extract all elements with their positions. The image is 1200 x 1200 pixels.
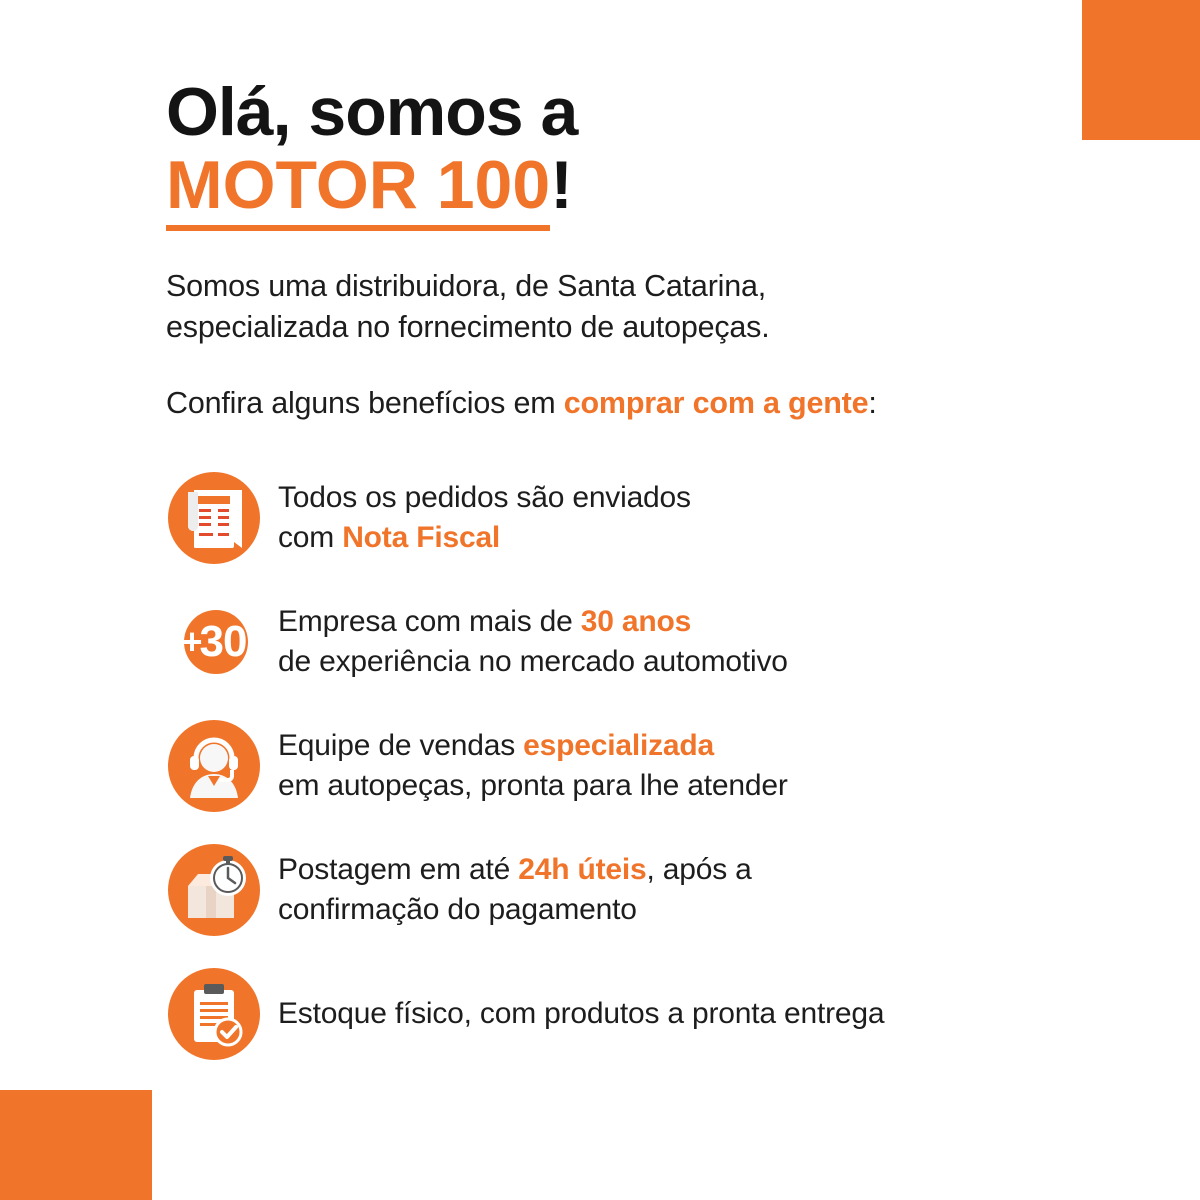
- page-title-line2: [166, 147, 1066, 223]
- decor-square-bottom-left: [0, 1090, 152, 1200]
- badge-plus: +: [181, 621, 202, 663]
- benefit-line-2-before: com: [278, 521, 343, 555]
- benefit-line-2: confirmação do pagamento: [278, 893, 637, 927]
- badge-number: 30: [199, 617, 247, 667]
- benefit-line-1-before: Empresa com mais de: [278, 604, 581, 638]
- benefits-intro-accent: comprar com a gente: [563, 386, 869, 421]
- benefits-intro-after: :: [868, 386, 877, 421]
- benefit-text: [278, 850, 752, 930]
- headset-agent-glyph: [166, 718, 262, 814]
- benefit-item: [166, 470, 1066, 566]
- benefit-text: [278, 478, 691, 558]
- benefit-line-1-accent: 24h úteis: [518, 852, 647, 886]
- brand-exclamation: !: [550, 147, 573, 224]
- benefit-line-1-before: Equipe de vendas: [278, 728, 524, 762]
- benefit-line-1: [278, 850, 752, 890]
- benefit-text: [278, 602, 788, 682]
- benefit-line-1-accent: 30 anos: [580, 604, 692, 638]
- benefit-text: [278, 994, 884, 1034]
- benefit-item: [166, 594, 1066, 690]
- intro-paragraph: [166, 266, 1066, 349]
- page-content: [166, 74, 1066, 1090]
- benefit-item: [166, 842, 1066, 938]
- benefit-line-1: [278, 726, 788, 766]
- benefit-line-1-before: Postagem em até: [278, 852, 519, 886]
- benefit-item: [166, 966, 1066, 1062]
- headset-agent-icon: [166, 718, 262, 814]
- receipt-icon-glyph: [166, 470, 262, 566]
- benefits-intro: [166, 384, 1066, 424]
- page-title-line1: Olá, somos a: [166, 74, 578, 150]
- benefit-line-1: Todos os pedidos são enviados: [278, 480, 691, 514]
- intro-line-1: Somos uma distribuidora, de Santa Catarina,: [166, 268, 767, 303]
- clipboard-check-glyph: [166, 966, 262, 1062]
- benefit-line-2: de experiência no mercado automotivo: [278, 645, 788, 679]
- receipt-icon: [166, 470, 262, 566]
- benefit-line-2: em autopeças, pronta para lhe atender: [278, 769, 788, 803]
- benefit-line-1: Estoque físico, com produtos a pronta entrega: [278, 997, 885, 1030]
- intro-line-2: especializada no fornecimento de autopeças.: [166, 309, 770, 344]
- plus-30-badge-icon: [166, 594, 262, 690]
- benefit-line-1: [278, 602, 788, 642]
- benefit-text: [278, 726, 788, 806]
- benefit-line-2: [278, 518, 691, 558]
- box-stopwatch-glyph: [166, 842, 262, 938]
- clipboard-check-icon: [166, 966, 262, 1062]
- benefit-line-2-accent: Nota Fiscal: [342, 521, 501, 555]
- decor-square-top-right: [1082, 0, 1200, 140]
- badge-30-label: [166, 594, 262, 690]
- benefit-item: [166, 718, 1066, 814]
- benefits-list: [166, 470, 1066, 1062]
- brand-name: MOTOR 100: [166, 147, 550, 231]
- benefit-line-1-after: , após a: [646, 852, 752, 886]
- benefit-line-1-accent: especializada: [523, 728, 714, 762]
- box-stopwatch-icon: [166, 842, 262, 938]
- benefits-intro-before: Confira alguns benefícios em: [166, 386, 564, 421]
